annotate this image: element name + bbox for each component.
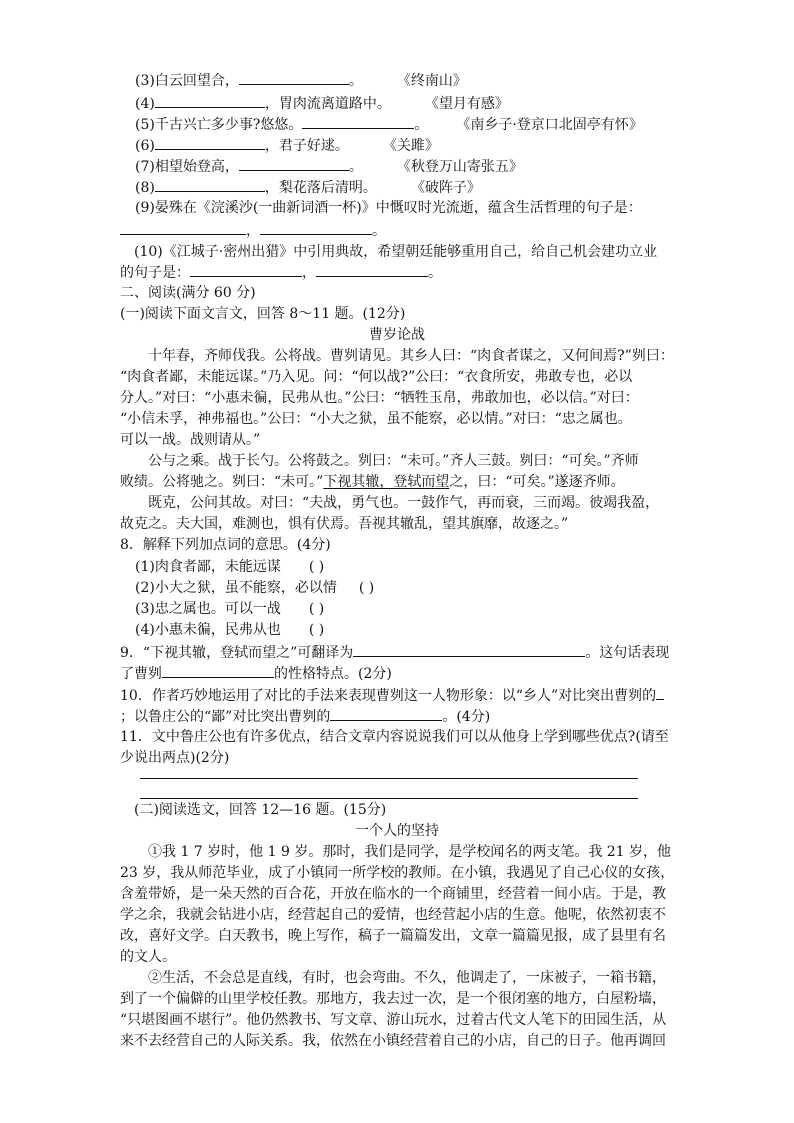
- answer-blank[interactable]: [656, 685, 664, 700]
- fill-q3: (3)白云回望合， 。 《终南山》: [135, 70, 467, 91]
- fill-q9-answer: ， 。: [120, 220, 386, 241]
- answer-blank[interactable]: [353, 642, 585, 657]
- fill-q7: (7)相望始登高， 。 《秋登万山寄张五》: [135, 156, 523, 177]
- passage2-line: 来不去经营自己的人际关系。我，依然在小镇经营着自己的小店，自己的日子。他再调回: [120, 1033, 666, 1049]
- answer-paren[interactable]: ( ): [358, 580, 375, 596]
- fill-q4: (4) ，胃肉流离道路中。 《望月有感》: [135, 93, 509, 114]
- answer-paren[interactable]: ( ): [308, 622, 325, 638]
- fill-q10: (10)《江城子·密州出猎》中引用典故，希望朝廷能够重用自己，给自己机会建功立业: [134, 244, 658, 260]
- passage2-line: 改，喜好文学。白天教书，晚上写作，稿子一篇篇发出，文章一篇篇见报，成了县里有名: [120, 928, 666, 944]
- passage1-line: 既克，公问其故。对曰：“夫战，勇气也。一鼓作气，再而衰，三而竭。彼竭我盈，: [148, 495, 660, 511]
- fill-blank[interactable]: [155, 93, 265, 108]
- fill-blank[interactable]: [260, 220, 372, 235]
- answer-line[interactable]: [140, 798, 638, 799]
- passage2-line: ①我 1 7 岁时，他 1 9 岁。那时，我们是同学，是学校闻名的两支笔。我 21 岁，他: [148, 844, 672, 860]
- passage1-line: 故克之。夫大国，难测也，惧有伏焉。吾视其辙乱，望其旗靡，故逐之。”: [120, 516, 569, 532]
- passage2-title: 一个人的坚持: [355, 823, 439, 839]
- fill-q3-text: (3)白云回望合，: [135, 73, 239, 89]
- fill-blank[interactable]: [155, 135, 265, 150]
- passage2-line: 含羞带娇，是一朵天然的百合花，开放在临水的一个商铺里，经营着一间小店。于是，教: [120, 886, 666, 902]
- question-8-item: (1)肉食者鄙，未能远谋 ( ): [135, 559, 325, 575]
- passage1-title: 曹岁论战: [369, 327, 425, 343]
- fill-blank[interactable]: [239, 156, 349, 171]
- question-11-cont: 少说出两点)(2分): [120, 750, 230, 766]
- fill-blank[interactable]: [120, 220, 246, 235]
- fill-blank[interactable]: [190, 262, 302, 277]
- fill-blank[interactable]: [316, 262, 428, 277]
- fill-q8-source: 《破阵子》: [410, 180, 481, 196]
- fill-q7-source: 《秋登万山寄张五》: [396, 159, 523, 175]
- question-8-stem: 8．解释下列加点词的意思。(4分): [120, 537, 331, 553]
- fill-q9: (9)晏殊在《浣溪沙(一曲新词酒一杯)》中慨叹时光流逝，蕴含生活哲理的句子是：: [135, 200, 642, 216]
- question-8-item: (3)忠之属也。可以一战 ( ): [135, 601, 325, 617]
- passage2-line: “只堪图画不堪行”。他仍然教书、写文章、游山玩水，过着古代文人笔下的田园生活，从: [120, 1012, 667, 1028]
- passage1-line: 十年春，齐师伐我。公将战。曹刿请见。其乡人曰：“肉食者谋之，又何间焉?”刿曰：: [148, 348, 674, 364]
- answer-blank[interactable]: [330, 706, 442, 721]
- answer-blank[interactable]: [162, 663, 274, 678]
- fill-q6-source: 《关雎》: [382, 138, 439, 154]
- answer-paren[interactable]: ( ): [308, 601, 325, 617]
- fill-q6: (6) ，君子好逑。 《关雎》: [135, 135, 439, 156]
- fill-q8: (8) ，梨花落后清明。 《破阵子》: [135, 177, 481, 198]
- fill-blank[interactable]: [302, 114, 414, 129]
- fill-q5-source: 《南乡子·登京口北固亭有怀》: [456, 117, 643, 133]
- answer-line[interactable]: [140, 778, 638, 779]
- passage1-line: 公与之乘。战于长勺。公将鼓之。刿曰：“未可。”齐人三鼓。刿曰：“可矣。”齐师: [148, 453, 639, 469]
- question-8-item: (2)小大之狱，虽不能察，必以情 ( ): [135, 580, 375, 596]
- question-9-cont: 了曹刿 的性格特点。(2分): [120, 663, 392, 684]
- fill-q10-answer: 的句子是： ， 。: [120, 262, 442, 283]
- part2-intro: (二)阅读选文，回答 12—16 题。(15分): [134, 802, 387, 818]
- part1-intro: (一)阅读下面文言文，回答 8～11 题。(12分): [120, 306, 406, 322]
- fill-q3-source: 《终南山》: [396, 73, 467, 89]
- passage2-line: 的文人。: [120, 949, 176, 965]
- fill-q4-source: 《望月有感》: [424, 96, 509, 112]
- answer-paren[interactable]: ( ): [308, 559, 325, 575]
- fill-blank[interactable]: [239, 70, 349, 85]
- section-heading: 二、阅读(满分 60 分): [120, 285, 256, 301]
- question-10: 10．作者巧妙地运用了对比的手法来表现曹刿这一人物形象：以“乡人”对比突出曹刿的: [120, 685, 664, 706]
- fill-blank[interactable]: [155, 177, 265, 192]
- passage1-line: “肉食者鄙，未能远谋。”乃入见。问：“何以战?”公曰：“衣食所安，弗敢专也，必以: [120, 369, 633, 385]
- question-11: 11．文中鲁庄公也有许多优点，结合文章内容说说我们可以从他身上学到哪些优点?(请至: [120, 729, 669, 745]
- underlined-sentence: 下视其辙，登轼而望: [323, 474, 450, 490]
- question-9: 9．“下视其辙，登轼而望之”可翻译为 。这句话表现: [120, 642, 669, 663]
- question-8-item: (4)小惠未徧，民弗从也 ( ): [135, 622, 325, 638]
- question-10-cont: ；以鲁庄公的“鄙”对比突出曹刿的 。(4分): [120, 706, 490, 727]
- passage1-line: 败绩。公将驰之。刿曰：“未可。”下视其辙，登轼而望之，曰：“可矣。”遂逐齐师。: [120, 474, 625, 490]
- passage2-line: 到了一个偏僻的山里学校任教。那地方，我去过一次，是一个很闭塞的地方，白屋粉墙，: [120, 991, 666, 1007]
- passage2-line: ②生活，不会总是直线，有时，也会弯曲。不久，他调走了，一床被子，一箱书籍，: [148, 970, 666, 986]
- passage1-line: 分人。”对曰：“小惠未徧，民弗从也。”公曰：“牺牲玉帛，弗敢加也，必以信。”对曰：: [120, 390, 639, 406]
- passage2-line: 学之余，我就会钻进小店，经营起自己的爱情，也经营起小店的生意。他呢，依然初衷不: [120, 907, 666, 923]
- fill-q5: (5)千古兴亡多少事?悠悠。 。 《南乡子·登京口北固亭有怀》: [135, 114, 643, 135]
- passage1-line: “小信未孚，神弗福也。”公曰：“小大之狱，虽不能察，必以情。”对曰：“忠之属也。: [120, 411, 632, 427]
- passage2-line: 23 岁，我从师范毕业，成了小镇同一所学校的教师。在小镇，我遇见了自己心仪的女孩，: [120, 865, 675, 881]
- passage1-line: 可以一战。战则请从。”: [120, 432, 261, 448]
